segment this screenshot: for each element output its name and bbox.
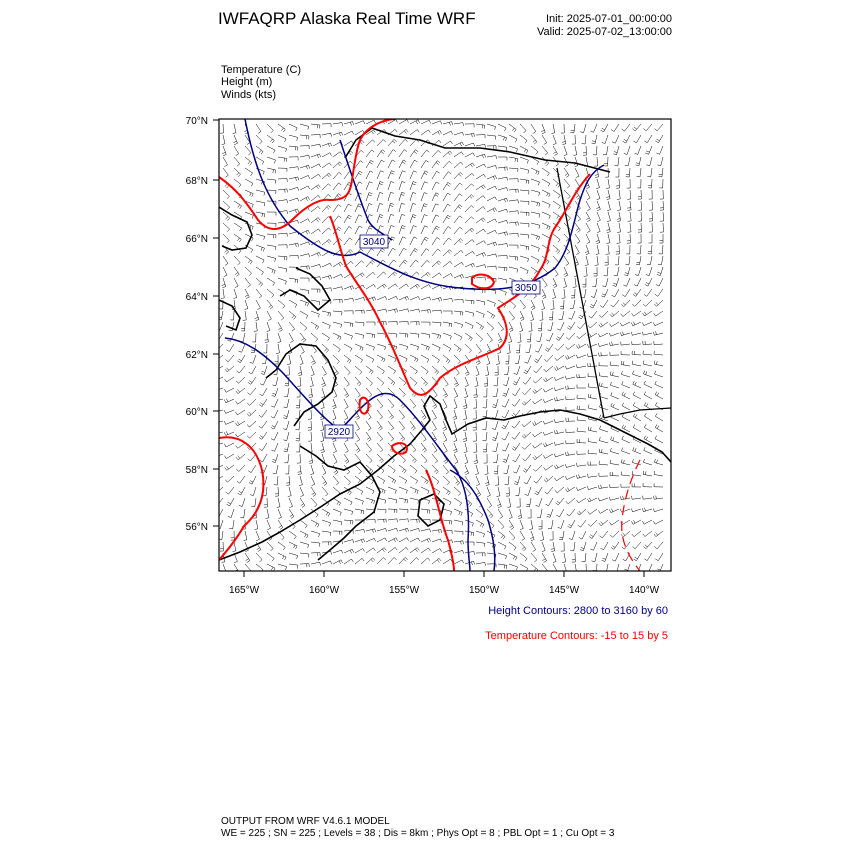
lat-label-60: 60°N [185,407,208,418]
height-label-3050: 3050 [514,283,538,294]
height-contour-1 [245,119,604,289]
footer-model: OUTPUT FROM WRF V4.6.1 MODEL [221,816,390,827]
lon-label-155: 155°W [388,585,420,596]
temperature-contour-3 [219,437,263,560]
lat-label-70: 70°N [185,116,208,127]
lat-label-64: 64°N [185,292,208,303]
height-contour-2 [225,338,470,571]
field-winds-label: Winds (kts) [221,89,276,101]
height-contour-labels [325,235,540,438]
coastline-kodiak [418,494,444,526]
footer-config: WE = 225 ; SN = 225 ; Levels = 38 ; Dis = 8km ; Phys Opt = 8 ; PBL Opt = 1 ; Cu Opt = 3 [221,828,615,839]
coastline-north [345,128,610,172]
latitude-axis [213,120,219,526]
longitude-axis [244,571,644,577]
valid-time: Valid: 2025-07-02_13:00:00 [537,26,672,38]
field-height-label: Height (m) [221,76,273,88]
lon-label-150: 150°W [468,585,500,596]
height-contours [225,119,604,571]
height-label-3040: 3040 [362,237,386,248]
lon-label-165: 165°W [228,585,260,596]
lat-label-62: 62°N [185,350,208,361]
height-contours-note: Height Contours: 2800 to 3160 by 60 [488,605,668,617]
temperature-contours-note: Temperature Contours: -15 to 15 by 5 [485,630,668,642]
coastline-panhandle [560,410,671,462]
map-title: IWFAQRP Alaska Real Time WRF [218,9,476,28]
temperature-island-1 [472,275,494,289]
height-label-2920: 2920 [327,427,351,438]
temperature-contours [219,119,640,571]
lat-label-58: 58°N [185,465,208,476]
lon-label-145: 145°W [548,585,580,596]
weather-map [160,110,700,600]
coastlines [219,128,671,560]
lat-label-68: 68°N [185,176,208,187]
lon-label-160: 160°W [308,585,340,596]
coastline-seward [219,207,252,250]
border-line [557,168,671,418]
temperature-contour-dashed [622,460,640,571]
field-temperature-label: Temperature (C) [221,64,302,76]
init-time: Init: 2025-07-01_00:00:00 [546,13,672,25]
lat-label-66: 66°N [185,234,208,245]
lat-label-56: 56°N [185,522,208,533]
lon-label-140: 140°W [628,585,660,596]
